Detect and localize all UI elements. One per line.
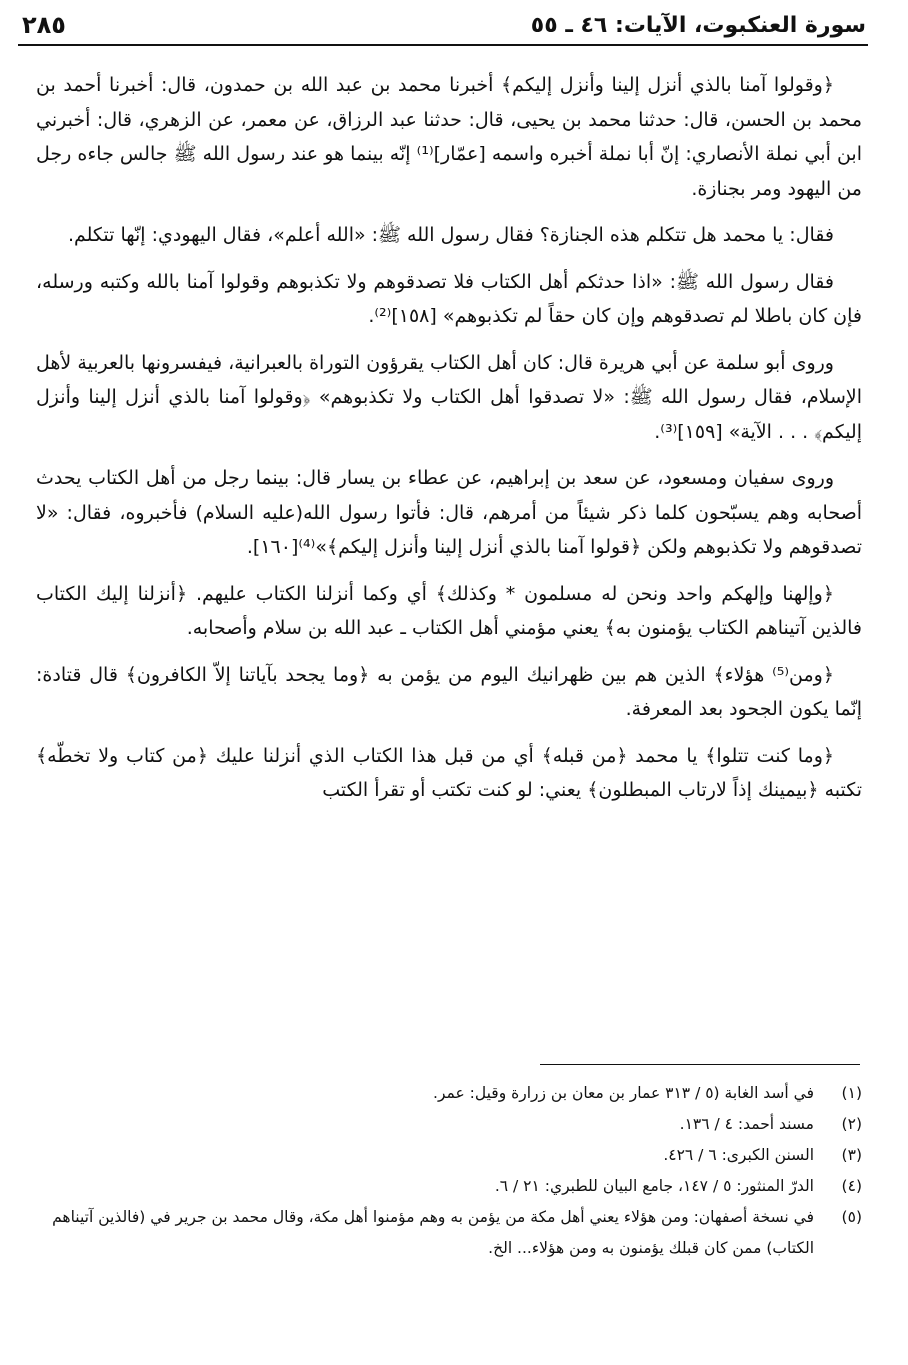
main-text (36, 68, 862, 820)
paragraph: وروى سفيان ومسعود، عن سعد بن إبراهيم، عن عطاء بن يسار قال: بينما رجل من أهل الكتاب يحدث أصحابه وهم يسبّحون كلما ذكر شيئاً من أمرهم، قال: فأتوا رسول الله(عليه السلام) فأخبروه، فقال: «لا تصدقوهم ولا تكذبوهم ولكن ﴿قولوا آمنا بالذي أنزل إلينا وأنزل إليكم﴾»⁽⁴⁾[١٦٠]. (36, 467, 862, 558)
footnote-number: (٤) (841, 1177, 862, 1195)
page-header (22, 8, 866, 42)
footnote (36, 1140, 862, 1171)
footnote-number: (٣) (841, 1146, 862, 1164)
paragraph: وروى أبو سلمة عن أبي هريرة قال: كان أهل الكتاب يقرؤون التوراة بالعبرانية، فيفسرونها بالعربية لأهل الإسلام، فقال رسول الله ﷺ: «لا تصدقوا أهل الكتاب ولا تكذبوهم» ﴿وقولوا آمنا بالذي أنزل إلينا وأنزل إليكم﴾ . . . الآية» [١٥٩]⁽³⁾. (36, 351, 862, 443)
paragraph: فقال رسول الله ﷺ: «اذا حدثكم أهل الكتاب فلا تصدقوهم ولا تكذبوهم وقولوا آمنا بالله وكتبه ورسله، فإن كان باطلا لم تصدقوهم وإن كان حقاً لم تكذبوهم» [١٥٨]⁽²⁾. (36, 270, 862, 327)
footnote-text: مسند أحمد: ٤ / ١٣٦. (679, 1115, 814, 1133)
paragraph: ﴿وإلهنا وإلهكم واحد ونحن له مسلمون * وكذلك﴾ أي وكما أنزلنا الكتاب عليهم. ﴿أنزلنا إليك الكتاب فالذين آتيناهم الكتاب يؤمنون به﴾ يعني مؤمني أهل الكتاب ـ عبد الله بن سلام وأصحابه. (36, 582, 862, 639)
footnote (36, 1078, 862, 1109)
paragraph: ﴿وقولوا آمنا بالذي أنزل إلينا وأنزل إليكم﴾ أخبرنا محمد بن عبد الله بن حمدون، قال: أخبرنا أحمد بن محمد بن الحسن، قال: حدثنا محمد بن يحيى، قال: حدثنا عبد الرزاق، عن معمر، عن الزهري، قال: أخبرني ابن أبي نملة الأنصاري: إنّ أبا نملة أخبره واسمه [عمّار]⁽¹⁾ إنّه بينما هو عند رسول الله ﷺ جالس جاءه رجل من اليهود ومر بجنازة. (36, 74, 863, 200)
footnote-number: (٢) (841, 1115, 862, 1133)
footnote (36, 1202, 862, 1264)
footnotes (36, 1078, 862, 1264)
running-head: سورة العنكبوت، الآيات: ٤٦ ـ ٥٥ (530, 12, 866, 38)
footnote-number: (١) (841, 1084, 862, 1102)
footnote-rule (540, 1064, 860, 1065)
footnote (36, 1109, 862, 1140)
footnote-text: السنن الكبرى: ٦ / ٤٢٦. (663, 1146, 814, 1164)
footnote (36, 1171, 862, 1202)
header-rule (18, 44, 868, 46)
paragraph: ﴿وما كنت تتلوا﴾ يا محمد ﴿من قبله﴾ أي من قبل هذا الكتاب الذي أنزلنا عليك ﴿من كتاب ولا تخطّه﴾ تكتبه ﴿بيمينك إذاً لارتاب المبطلون﴾ يعني: لو كنت تكتب أو تقرأ الكتب (36, 744, 862, 801)
footnote-text: في أسد الغابة (٥ / ٣١٣ عمار بن معان بن زرارة وقيل: عمر. (433, 1084, 814, 1102)
paragraph: فقال: يا محمد هل تتكلم هذه الجنازة؟ فقال رسول الله ﷺ: «الله أعلم»، فقال اليهودي: إنّها تتكلم. (67, 224, 834, 246)
footnote-number: (٥) (841, 1208, 862, 1226)
footnote-text: في نسخة أصفهان: ومن هؤلاء يعني أهل مكة من يؤمن به وهم مؤمنوا أهل مكة، وقال محمد بن جرير في (فالذين آتيناهم الكتاب) ممن كان قبلك يؤمنون به ومن هؤلاء... الخ. (52, 1208, 814, 1257)
page-number: ٢٨٥ (22, 11, 66, 39)
footnote-text: الدرّ المنثور: ٥ / ١٤٧، جامع البيان للطبري: ٢١ / ٦. (494, 1177, 814, 1195)
paragraph: ﴿ومن⁽⁵⁾ هؤلاء﴾ الذين هم بين ظهرانيك اليوم من يؤمن به ﴿وما يجحد بآياتنا إلاّ الكافرون﴾ قال قتادة: إنّما يكون الجحود بعد المعرفة. (36, 663, 862, 720)
